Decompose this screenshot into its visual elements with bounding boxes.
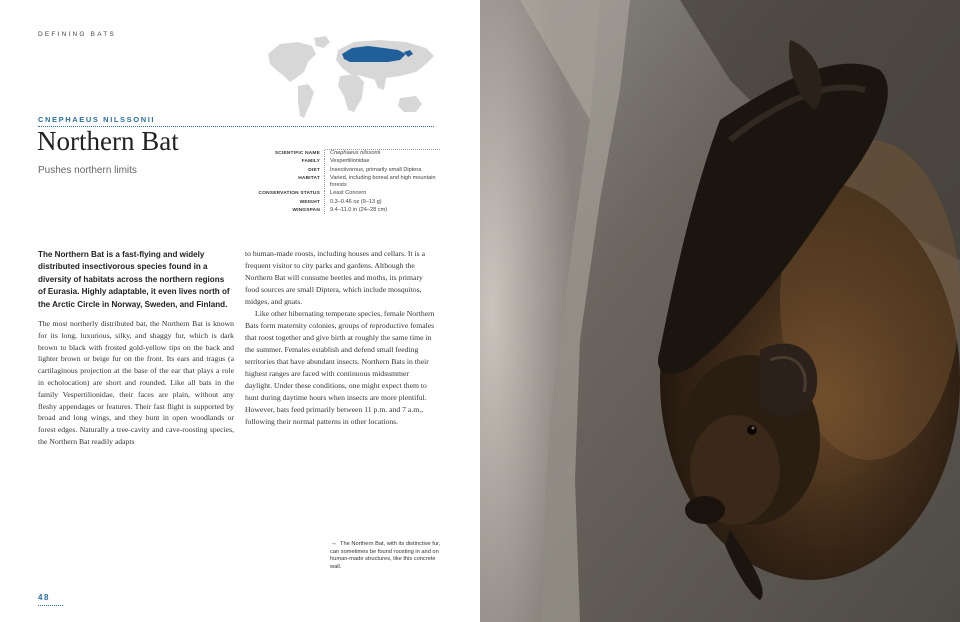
arrow-right-icon: → bbox=[330, 540, 337, 547]
fact-separator bbox=[324, 167, 326, 174]
species-tagline: Pushes northern limits bbox=[38, 165, 137, 176]
fact-key: FAMILY bbox=[301, 159, 320, 165]
fact-key: WEIGHT bbox=[299, 199, 320, 205]
intro-paragraph: The Northern Bat is a fast-flying and widely distributed insectivorous species found in a diversity of habitats across the northern regions of Eurasia. Highly adaptable, it even lives north of the Arctic Circle in Norway, Sweden, and Finland. bbox=[38, 250, 230, 309]
map-south-asia bbox=[374, 78, 386, 90]
fact-value: Least Concern bbox=[330, 190, 367, 197]
fact-value: Vespertilionidae bbox=[330, 158, 370, 165]
fact-row bbox=[256, 190, 440, 197]
fact-value: Cnephaeus nilssonii bbox=[330, 150, 381, 156]
fact-table bbox=[256, 150, 440, 215]
fact-value: 9.4–11.0 in (24–28 cm) bbox=[330, 206, 388, 213]
map-south-america bbox=[298, 84, 314, 118]
page-number-rule bbox=[38, 605, 63, 606]
body-paragraph: The most northerly distributed bat, the Northern Bat is known for its long, luxurious, silky, and shaggy fur, which is dark brown to black with frosted gold-yellow tips on the back and lighter brown or beige fur on the front. Its ears and tragus (a cartilaginous projection at the base of the ear that plays a role in echolocation) are short and rounded. Like all bats in the family Vespertilionidae, their faces are plain, without any fleshy appendages or features. Their fast flight is supported by broad and long wings, and they hunt in open woodlands or forest edges. Naturally a tree-cavity and cave-roosting species, the Northern Bat readily adapts bbox=[38, 319, 234, 446]
fact-row bbox=[256, 150, 440, 157]
body-column-2 bbox=[245, 248, 435, 428]
fact-key: SCIENTIFIC NAME bbox=[274, 151, 320, 156]
map-australia bbox=[398, 96, 422, 112]
fact-value: 0.3–0.46 oz (9–13 g) bbox=[330, 198, 382, 205]
body-paragraph: Like other hibernating temperate species, female Northern Bats form maternity colonies, groups of reproductive females that roost together and give birth at roughly the same time in the summer. Females establish and defend small feeding territories that have abundant insects. Northern Bats in their highest ranges are faced with continuous midsummer daylight. Under these conditions, one might expect them to hunt during daytime hours when insects are more plentiful. However, bats feed primarily between 11 p.m. and 7 a.m., following their normal patterns in other locations. bbox=[245, 309, 435, 426]
photo-caption bbox=[330, 540, 448, 571]
species-common-name: Northern Bat bbox=[37, 126, 179, 156]
species-latin-name: CNEPHAEUS NILSSONII bbox=[38, 115, 156, 124]
fact-row bbox=[256, 167, 440, 174]
fact-row bbox=[256, 207, 440, 214]
page-number: 48 bbox=[38, 593, 50, 602]
fact-separator bbox=[324, 207, 326, 214]
fact-value: Insectivorous, primarily small Diptera bbox=[330, 166, 422, 173]
fact-row bbox=[256, 175, 440, 190]
bat-photo bbox=[480, 0, 960, 622]
fact-key: CONSERVATION STATUS bbox=[258, 191, 320, 197]
body-paragraph: to human-made roosts, including houses and cellars. It is a frequent visitor to city parks and gardens. Although the Northern Bat will consume beetles and moths, its primary food sources are small Diptera, which include mosquitos, midges, and gnats. bbox=[245, 249, 425, 306]
fact-key: HABITAT bbox=[298, 175, 320, 181]
fact-separator bbox=[324, 190, 326, 197]
caption-text: The Northern Bat, with its distinctive fur, can sometimes be found roosting in and on human-made structures, like this concrete wall. bbox=[330, 541, 441, 570]
map-africa bbox=[338, 74, 364, 112]
fact-key: DIET bbox=[308, 167, 320, 173]
body-column-1 bbox=[38, 318, 234, 448]
fact-row bbox=[256, 158, 440, 165]
running-header: DEFINING BATS bbox=[38, 31, 116, 38]
fact-row bbox=[256, 199, 440, 206]
fact-separator bbox=[324, 199, 326, 206]
fact-separator bbox=[324, 150, 326, 157]
fact-value: Varied, including boreal and high mountain forests bbox=[330, 174, 436, 189]
fact-separator bbox=[324, 175, 326, 190]
range-map bbox=[250, 32, 446, 130]
fact-separator bbox=[324, 158, 326, 165]
map-greenland bbox=[314, 36, 330, 48]
map-north-america bbox=[268, 42, 316, 82]
fact-key: WINGSPAN bbox=[292, 207, 320, 213]
